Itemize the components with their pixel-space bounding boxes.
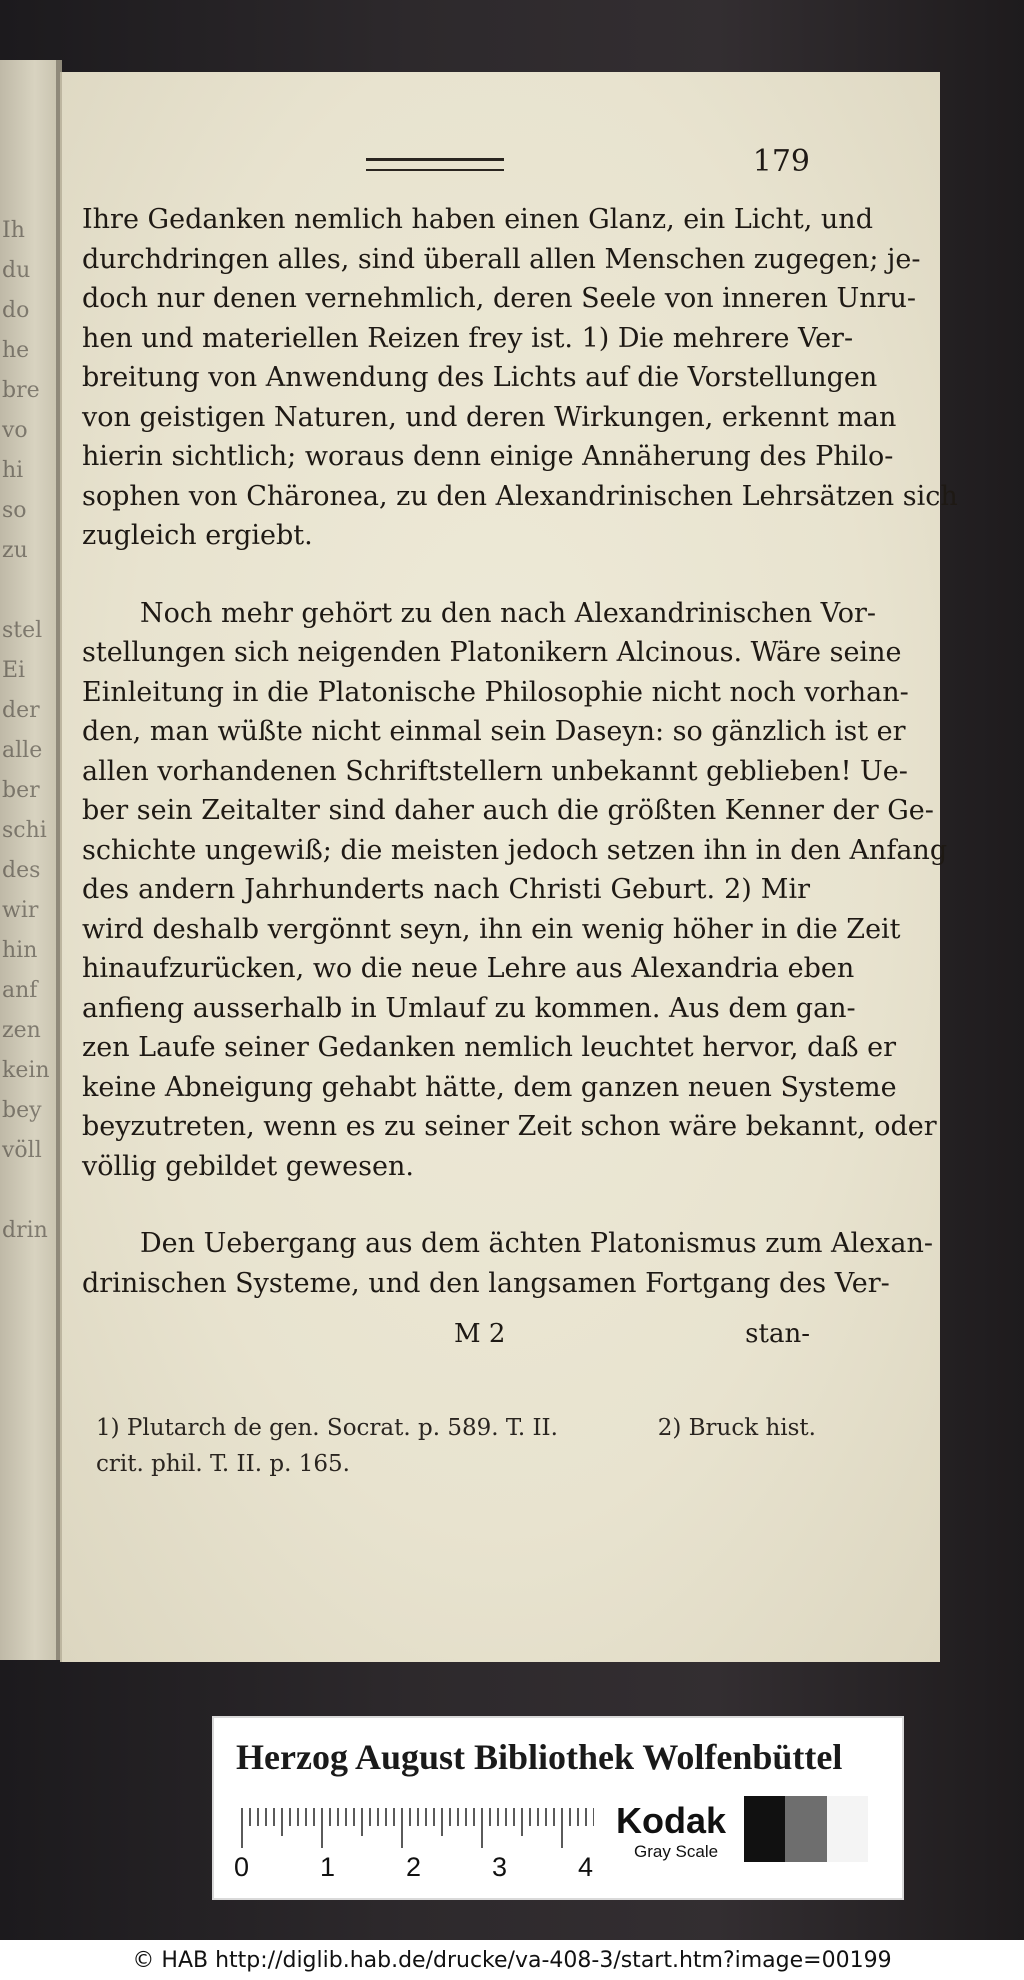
prev-page-fragment: kein <box>2 1058 50 1083</box>
text-line: Noch mehr gehört zu den nach Alexandrinischen Vor- <box>140 597 876 629</box>
footnotes <box>96 1410 816 1482</box>
prev-page-fragment: Ih <box>2 218 25 243</box>
gray-patch <box>827 1796 868 1862</box>
text-line: durchdringen alles, sind überall allen Menschen zugegen; je- <box>82 243 921 275</box>
text-line: keine Abneigung gehabt hätte, dem ganzen neuen Systeme <box>82 1071 897 1103</box>
text-line: von geistigen Naturen, und deren Wirkungen, erkennt man <box>82 401 897 433</box>
text-line: breitung von Anwendung des Lichts auf die Vorstellungen <box>82 362 878 393</box>
text-line: wird deshalb vergönnt seyn, ihn ein wenig höher in die Zeit <box>82 913 901 945</box>
prev-page-fragment: alle <box>2 738 43 763</box>
text-line: schichte ungewiß; die meisten jedoch setzen ihn in den Anfang <box>82 834 948 866</box>
kodak-logo: Kodak <box>616 1800 727 1841</box>
text-line: sophen von Chäronea, zu den Alexandrinischen Lehrsätzen sich <box>82 480 958 512</box>
text-line: hierin sichtlich; woraus denn einige Annäherung des Philo- <box>82 441 894 472</box>
paragraph <box>82 1224 933 1303</box>
prev-page-fragment: so <box>2 498 27 523</box>
footnote-line: crit. phil. T. II. p. 165. <box>96 1451 350 1477</box>
prev-page-fragment: zu <box>2 538 28 563</box>
page-body <box>82 200 958 1303</box>
ruler-number: 0 <box>234 1852 250 1882</box>
prev-page-fragment: du <box>2 258 31 283</box>
prev-page-fragment: anf <box>2 978 38 1003</box>
signature-line <box>82 1319 810 1359</box>
gray-scale-patches <box>744 1796 868 1862</box>
ruler-number: 4 <box>578 1852 594 1882</box>
prev-page-fragment: vo <box>2 418 28 443</box>
text-line: zen Laufe seiner Gedanken nemlich leuchtet hervor, daß er <box>82 1032 896 1063</box>
ruler-number: 2 <box>406 1852 422 1882</box>
prev-page-fragment: hi <box>2 458 24 483</box>
text-line: Den Uebergang aus dem ächten Platonismus zum Alexan- <box>140 1228 933 1259</box>
prev-page-fragment: ber <box>2 778 40 803</box>
footnote-2: 2) Bruck hist. <box>657 1415 816 1441</box>
text-line: zugleich ergiebt. <box>82 520 313 551</box>
ruler-number: 3 <box>492 1852 508 1882</box>
prev-page-fragment: he <box>2 338 30 363</box>
footnote-1: 1) Plutarch de gen. Socrat. p. 589. T. II. <box>96 1415 558 1441</box>
prev-page-fragment: do <box>2 298 30 323</box>
prev-page-fragment: schi <box>2 818 47 843</box>
text-line: Ihre Gedanken nemlich haben einen Glanz, ein Licht, und <box>82 204 873 235</box>
library-name: Herzog August Bibliothek Wolfenbüttel <box>236 1737 843 1777</box>
text-line: Einleitung in die Platonische Philosophie nicht noch vorhan- <box>82 676 909 708</box>
prev-page-fragment: bre <box>2 378 40 403</box>
catchword: stan- <box>745 1319 810 1349</box>
text-line: anfieng ausserhalb in Umlauf zu kommen. Aus dem gan- <box>82 992 856 1024</box>
prev-page-fragment: der <box>2 698 40 723</box>
prev-page-fragment: stel <box>2 618 43 643</box>
prev-page-fragment: drin <box>2 1218 48 1243</box>
text-line: drinischen Systeme, und den langsamen Fortgang des Ver- <box>82 1267 890 1299</box>
paragraph <box>82 200 958 556</box>
text-line: des andern Jahrhunderts nach Christi Geburt. 2) Mir <box>82 874 810 905</box>
prev-page-fragment: bey <box>2 1098 42 1123</box>
footnote-line <box>96 1410 816 1446</box>
gray-scale-label: Gray Scale <box>634 1842 719 1861</box>
gray-patch <box>785 1796 826 1862</box>
prev-page-fragment: wir <box>2 898 39 923</box>
text-line: hinaufzurücken, wo die neue Lehre aus Alexandria eben <box>82 953 855 984</box>
book-page <box>60 72 958 1662</box>
status-bar <box>0 1940 1024 1980</box>
prev-page-fragment: zen <box>2 1018 41 1043</box>
text-line: beyzutreten, wenn es zu seiner Zeit schon wäre bekannt, oder <box>82 1111 937 1142</box>
page-number: 179 <box>752 144 810 179</box>
text-line: allen vorhandenen Schriftstellern unbekannt geblieben! Ue- <box>82 755 908 787</box>
text-line: den, man wüßte nicht einmal sein Daseyn: so gänzlich ist er <box>82 716 906 747</box>
ruler-number: 1 <box>320 1852 336 1882</box>
text-line: hen und materiellen Reizen frey ist. 1) Die mehrere Ver- <box>82 322 854 354</box>
prev-page-fragment: des <box>2 858 41 883</box>
text-line: ber sein Zeitalter sind daher auch die größten Kenner der Ge- <box>82 795 934 826</box>
text-line: stellungen sich neigenden Platonikern Alcinous. Wäre seine <box>82 637 902 668</box>
prev-page-fragment: hin <box>2 938 38 963</box>
copyright-url[interactable]: © HAB http://diglib.hab.de/drucke/va-408-3/start.htm?image=00199 <box>132 1947 892 1973</box>
previous-page-edge <box>0 60 58 1660</box>
prev-page-fragment: völl <box>2 1138 42 1163</box>
paragraph <box>82 594 948 1187</box>
signature-mark: M 2 <box>454 1319 506 1349</box>
prev-page-fragment: Ei <box>2 658 26 683</box>
gray-patch <box>744 1796 785 1862</box>
header-rule <box>366 158 504 171</box>
text-line: völlig gebildet gewesen. <box>82 1150 414 1182</box>
calibration-target <box>212 1716 904 1900</box>
text-line: doch nur denen vernehmlich, deren Seele von inneren Unru- <box>82 283 917 314</box>
